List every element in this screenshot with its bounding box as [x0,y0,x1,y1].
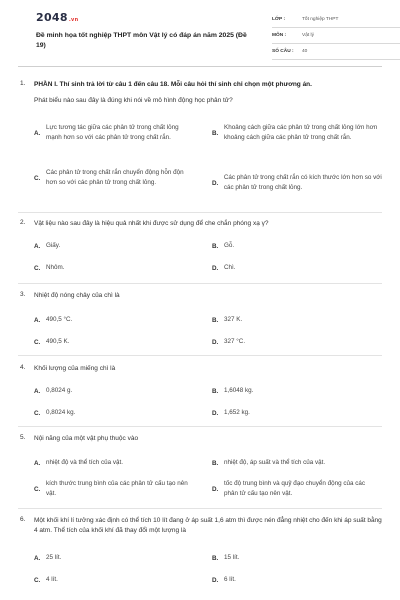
question-divider [18,355,382,356]
option-letter: B. [212,459,219,467]
meta-row-count [272,44,400,60]
option-text: 1,6048 kg. [224,387,254,394]
brand-suffix: .vn [68,17,79,23]
option-a[interactable] [34,241,60,251]
option-b[interactable] [212,458,325,468]
header-divider [18,66,382,67]
option-text: Các phân tử trong chất rắn chuyển động hỗn độn hơn so với các phân tử trong chất lỏng. [46,169,184,186]
option-text: 327 °C. [224,338,246,345]
option-text: Gỗ. [224,242,235,249]
meta-row-class [272,12,400,28]
question-text: Khối lượng của miếng chì là [34,365,116,372]
question-number: 6. [20,516,26,523]
meta-value: Tốt nghiệp THPT [302,17,339,22]
option-a[interactable] [34,315,72,325]
question-1 [18,80,382,210]
option-text: 4 lít. [46,576,58,583]
option-d[interactable] [212,337,245,347]
option-text: 25 lít. [46,554,62,561]
option-b[interactable] [212,553,239,563]
option-a[interactable] [34,386,72,396]
option-d[interactable] [212,173,382,193]
question-number: 3. [20,291,26,298]
part-instruction: PHẦN I. Thí sinh trả lời từ câu 1 đến câu 18. Mỗi câu hỏi thí sinh chỉ chọn một phương án. [34,81,312,88]
option-c[interactable] [34,408,75,418]
question-text: Vật liệu nào sau đây là hiệu quả nhất khi được sử dụng để che chắn phóng xạ γ? [34,220,269,227]
question-number: 4. [20,364,26,371]
option-c[interactable] [34,337,69,347]
question-divider [18,212,382,213]
option-b[interactable] [212,123,382,143]
document-title: Đề minh họa tốt nghiệp THPT môn Vật lý có đáp án năm 2025 (Đề 19) [36,32,247,49]
option-letter: B. [212,316,219,324]
option-text: nhiệt độ, áp suất và thể tích của vật. [224,459,326,466]
option-letter: C. [34,485,41,493]
option-letter: D. [212,338,219,346]
option-letter: B. [212,129,219,137]
option-letter: A. [34,129,41,137]
option-b[interactable] [212,386,253,396]
option-c[interactable] [34,263,65,273]
option-letter: C. [34,409,41,417]
option-d[interactable] [212,479,382,499]
meta-key: LỚP : [272,17,286,22]
option-letter: C. [34,338,41,346]
header [18,0,382,66]
question-text: Nhiệt độ nóng chảy của chì là [34,292,120,299]
option-text: 490,5 K. [46,338,70,345]
question-stem: Phát biểu nào sau đây là đúng khi nói về mô hình động học phân tử? [34,97,233,104]
meta-table [272,12,400,60]
option-letter: A. [34,316,41,324]
question-text: Một khối khí lí tưởng xác định có thể tích 10 lít đang ở áp suất 1,6 atm thì được nén đẳng nhiệt cho đến khi áp suất bằng 4 atm. Thể tích của khối khí đã thay đổi một lượng là [34,517,382,534]
option-text: Lực tương tác giữa các phân tử trong chất lỏng mạnh hơn so với các phân tử trong chất rắn. [46,124,179,141]
option-c[interactable] [34,575,58,585]
meta-value: Vật lý [302,33,314,38]
option-letter: C. [34,576,41,584]
option-text: Nhôm. [46,264,65,271]
meta-key: SỐ CÂU : [272,49,294,54]
option-b[interactable] [212,241,234,251]
option-letter: D. [212,409,219,417]
question-text: Nội năng của một vật phụ thuộc vào [34,435,139,442]
option-text: 0,8024 kg. [46,409,76,416]
option-text: tốc độ trung bình và quỹ đạo chuyển động của các phân tử cấu tạo nên vật. [224,480,366,497]
question-divider [18,508,382,509]
option-text: nhiệt độ và thể tích của vật. [46,459,124,466]
option-letter: D. [212,179,219,187]
option-text: Khoảng cách giữa các phân tử trong chất lỏng lớn hơn khoảng cách giữa các phân tử trong chất rắn. [224,124,378,141]
option-text: 1,652 kg. [224,409,250,416]
option-text: Chì. [224,264,236,271]
option-text: 6 lít. [224,576,236,583]
option-text: 0,8024 g. [46,387,73,394]
question-divider [18,426,382,427]
option-letter: D. [212,485,219,493]
option-letter: A. [34,242,41,250]
option-a[interactable] [34,123,209,143]
question-number: 5. [20,434,26,441]
option-text: 15 lít. [224,554,240,561]
question-3 [18,291,382,351]
option-text: 490,5 °C. [46,316,73,323]
meta-key: MÔN : [272,33,287,38]
option-a[interactable] [34,458,123,468]
question-2 [18,219,382,279]
meta-row-subject [272,28,400,44]
option-letter: B. [212,554,219,562]
option-letter: A. [34,387,41,395]
option-letter: B. [212,387,219,395]
option-letter: C. [34,264,41,272]
brand-logo[interactable]: 2048.vn [36,11,79,24]
question-6 [18,516,382,596]
option-text: Các phân tử trong chất rắn có kích thước lớn hơn so với các phân tử trong chất lỏng. [223,174,382,191]
question-divider [18,283,382,284]
option-d[interactable] [212,263,236,273]
option-text: 327 K. [224,316,243,323]
option-d[interactable] [212,575,236,585]
option-letter: A. [34,459,41,467]
option-b[interactable] [212,315,242,325]
option-a[interactable] [34,553,61,563]
option-letter: D. [212,264,219,272]
question-number: 1. [20,80,26,87]
option-d[interactable] [212,408,250,418]
option-letter: D. [212,576,219,584]
meta-value: 40 [302,49,308,54]
question-4 [18,364,382,424]
question-number: 2. [20,219,26,226]
option-text: Giấy. [46,242,61,249]
option-letter: C. [34,174,41,182]
option-letter: B. [212,242,219,250]
option-c[interactable] [34,168,209,188]
option-text: kích thước trung bình của các phân tử cấu tạo nên vật. [46,480,188,497]
option-letter: A. [34,554,41,562]
option-c[interactable] [34,479,209,499]
question-5 [18,434,382,504]
